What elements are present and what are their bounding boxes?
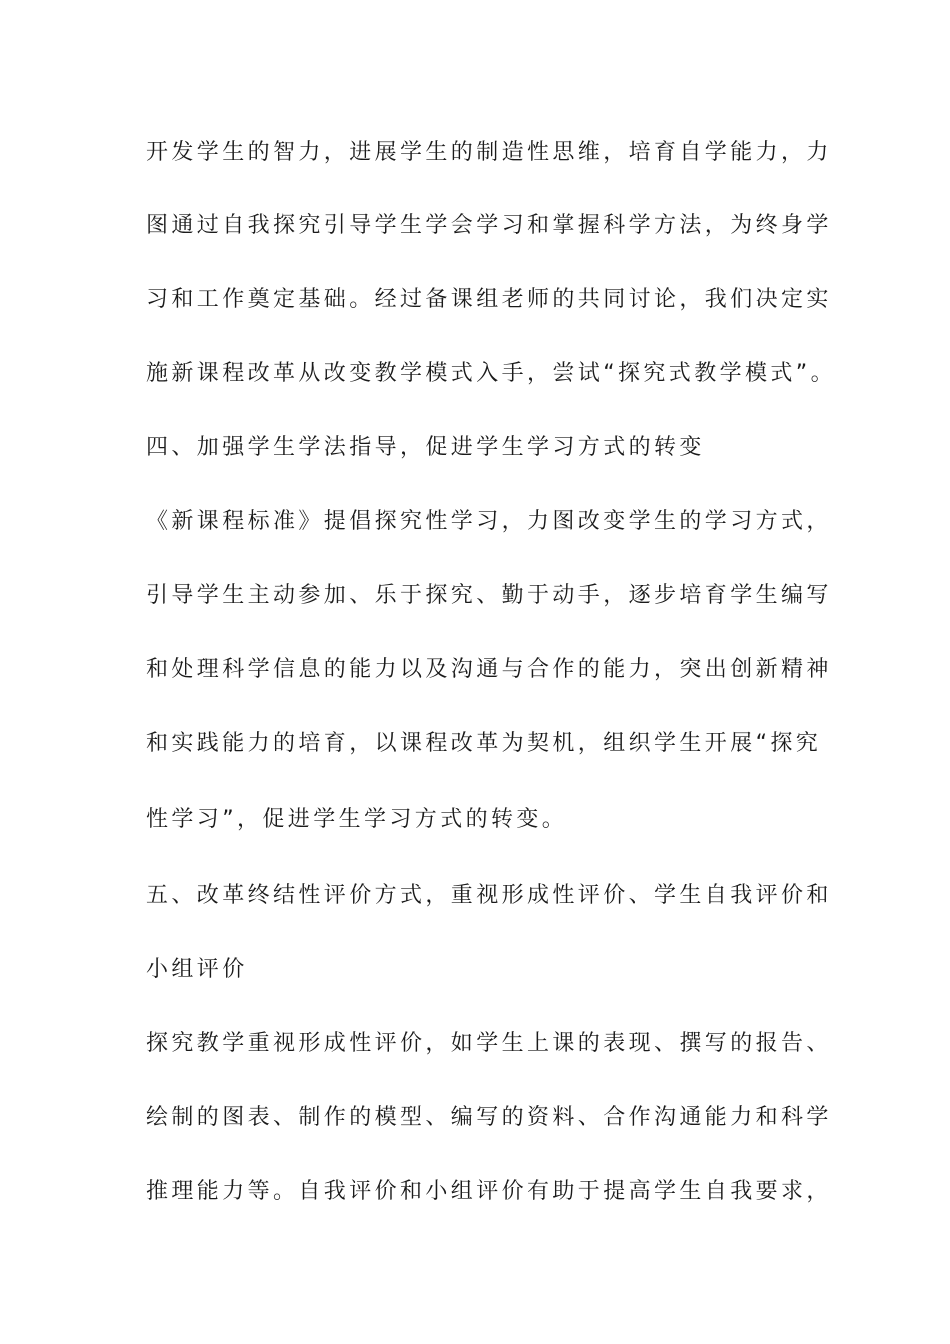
paragraph-line: 和实践能力的培育，以课程改革为契机，组织学生开展“探究 — [146, 731, 822, 756]
paragraph-line: 《新课程标准》提倡探究性学习，力图改变学生的学习方式， — [146, 509, 832, 534]
paragraph-line: 探究教学重视形成性评价，如学生上课的表现、撰写的报告、 — [146, 1031, 832, 1056]
section-heading: 四、加强学生学法指导，促进学生学习方式的转变 — [146, 435, 705, 460]
section-heading: 小组评价 — [146, 957, 248, 982]
paragraph-line: 习和工作奠定基础。经过备课组老师的共同讨论，我们决定实 — [146, 287, 832, 312]
paragraph-line: 施新课程改革从改变教学模式入手，尝试“探究式教学模式”。 — [146, 361, 836, 386]
paragraph-line: 图通过自我探究引导学生学会学习和掌握科学方法，为终身学 — [146, 213, 832, 238]
paragraph-line: 推理能力等。自我评价和小组评价有助于提高学生自我要求， — [146, 1179, 832, 1204]
paragraph-line: 开发学生的智力，进展学生的制造性思维，培育自学能力，力 — [146, 140, 832, 165]
section-heading: 五、改革终结性评价方式，重视形成性评价、学生自我评价和 — [146, 883, 832, 908]
paragraph-line: 引导学生主动参加、乐于探究、勤于动手，逐步培育学生编写 — [146, 583, 832, 608]
paragraph-line: 绘制的图表、制作的模型、编写的资料、合作沟通能力和科学 — [146, 1105, 832, 1130]
paragraph-line: 和处理科学信息的能力以及沟通与合作的能力，突出创新精神 — [146, 657, 832, 682]
paragraph-line: 性学习”，促进学生学习方式的转变。 — [146, 807, 568, 832]
